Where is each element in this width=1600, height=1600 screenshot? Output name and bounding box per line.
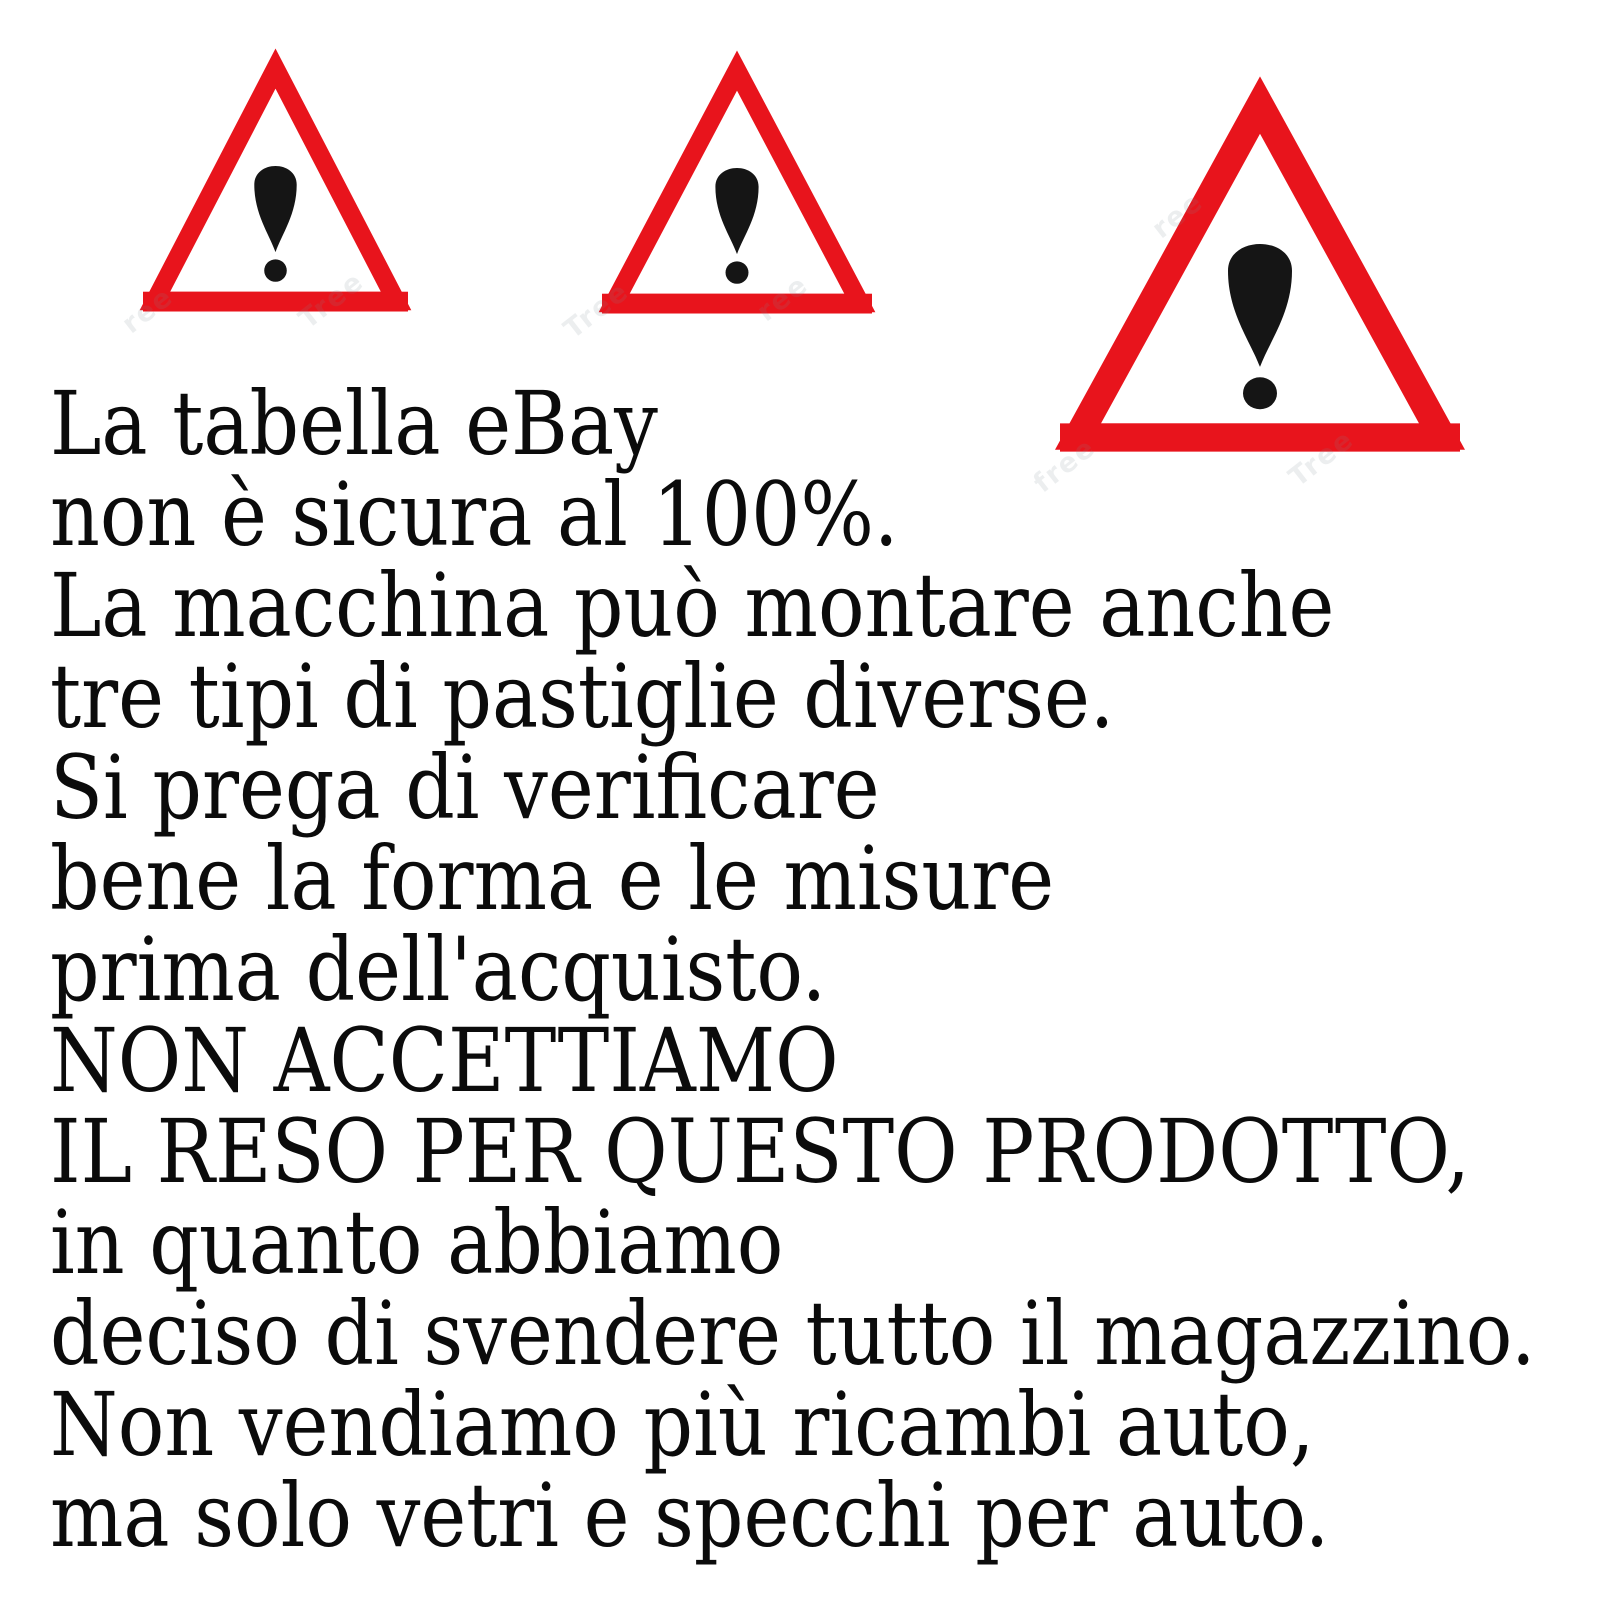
warning-line: deciso di svendere tutto il magazzino. bbox=[50, 1282, 1536, 1385]
warning-line: IL RESO PER QUESTO PRODOTTO, bbox=[50, 1100, 1471, 1203]
warning-line: Non vendiamo più ricambi auto, bbox=[50, 1373, 1315, 1476]
warning-line: La macchina può montare anche bbox=[50, 554, 1335, 657]
warning-text bbox=[50, 372, 1590, 1567]
warning-line: La tabella eBay bbox=[50, 372, 658, 475]
warning-line: prima dell'acquisto. bbox=[50, 918, 827, 1021]
warning-line: ma solo vetri e specchi per auto. bbox=[50, 1464, 1330, 1567]
warning-line: in quanto abbiamo bbox=[50, 1191, 784, 1294]
watermark: free bbox=[1027, 431, 1102, 500]
warning-line: bene la forma e le misure bbox=[50, 827, 1055, 930]
watermark: ree bbox=[1146, 186, 1210, 245]
watermark: Tree bbox=[1283, 423, 1361, 494]
warning-triangle-icon bbox=[143, 58, 408, 330]
warning-triangle-icon bbox=[602, 60, 872, 332]
warning-line: non è sicura al 100%. bbox=[50, 463, 899, 566]
warning-line: Si prega di verificare bbox=[50, 736, 880, 839]
warning-line: tre tipi di pastiglie diverse. bbox=[50, 645, 1115, 748]
warning-line: NON ACCETTIAMO bbox=[50, 1009, 839, 1112]
watermark: Tree bbox=[558, 275, 636, 346]
